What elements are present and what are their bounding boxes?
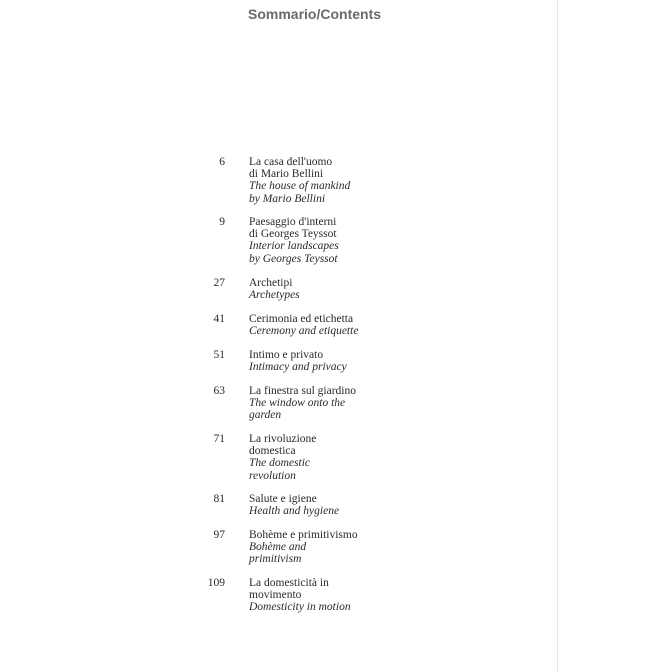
toc-page-number: 97 xyxy=(213,529,225,541)
toc-italian-title-line: di Georges Teyssot xyxy=(249,228,337,241)
toc-italian-title-line: La finestra sul giardino xyxy=(249,385,356,397)
toc-italian-title-line: domestica xyxy=(249,445,296,458)
toc-english-title-line: by Georges Teyssot xyxy=(249,252,338,265)
toc-english-title-line: Intimacy and privacy xyxy=(249,361,347,374)
toc-english-title-line: revolution xyxy=(249,469,296,482)
toc-english-title-line: by Mario Bellini xyxy=(249,192,326,205)
toc-english-title-line: The domestic xyxy=(249,457,311,470)
toc-italian-title-line: Archetipi xyxy=(249,277,293,289)
toc-entry-text xyxy=(249,493,389,517)
toc-english-title-line: The house of mankind xyxy=(249,180,351,193)
toc-english-title-line: The window onto the xyxy=(249,397,346,410)
page-edge-line xyxy=(557,0,558,671)
toc-italian-title-line: La casa dell'uomo xyxy=(249,156,333,168)
toc-entry-text xyxy=(249,216,389,265)
toc-italian-title-line: Paesaggio d'interni xyxy=(249,216,337,228)
toc-italian-title-line: La rivoluzione xyxy=(249,433,317,445)
toc-entry-text xyxy=(249,156,389,205)
toc-english-title-line: Archetypes xyxy=(249,289,300,302)
toc-entry-text xyxy=(249,385,389,422)
toc-page-number: 51 xyxy=(213,349,225,361)
toc-english-title-line: primitivism xyxy=(249,553,302,566)
toc-italian-title-line: di Mario Bellini xyxy=(249,168,324,181)
page-title: Sommario/Contents xyxy=(248,6,382,22)
toc-entry-text xyxy=(249,313,389,337)
toc-page-number: 63 xyxy=(213,385,225,397)
toc-entry-text xyxy=(249,529,389,566)
toc-page-number: 9 xyxy=(219,216,225,228)
toc-page-number: 6 xyxy=(219,156,225,168)
toc-english-title-line: Domesticity in motion xyxy=(249,601,351,614)
toc-english-title-line: Bohème and xyxy=(249,541,307,554)
toc-italian-title-line: Bohème e primitivismo xyxy=(249,529,358,541)
toc-page-number: 27 xyxy=(213,277,225,289)
toc-entry-text xyxy=(249,349,389,373)
toc-italian-title-line: Salute e igiene xyxy=(249,493,317,505)
toc-entry-text xyxy=(249,433,389,482)
toc-entry-text xyxy=(249,277,389,301)
toc-page-number: 71 xyxy=(213,433,225,445)
toc-page-number: 81 xyxy=(213,493,225,505)
toc-english-title-line: garden xyxy=(249,409,282,422)
toc-italian-title-line: Cerimonia ed etichetta xyxy=(249,313,354,325)
toc-english-title-line: Health and hygiene xyxy=(249,505,340,518)
toc-english-title-line: Ceremony and etiquette xyxy=(249,325,359,338)
toc-page-number: 109 xyxy=(207,577,225,589)
toc-italian-title-line: La domesticità in xyxy=(249,577,329,589)
toc-entry-text xyxy=(249,577,389,614)
toc-italian-title-line: Intimo e privato xyxy=(249,349,324,361)
toc-english-title-line: Interior landscapes xyxy=(249,240,339,253)
toc-italian-title-line: movimento xyxy=(249,589,302,602)
toc-page-number: 41 xyxy=(213,313,225,325)
